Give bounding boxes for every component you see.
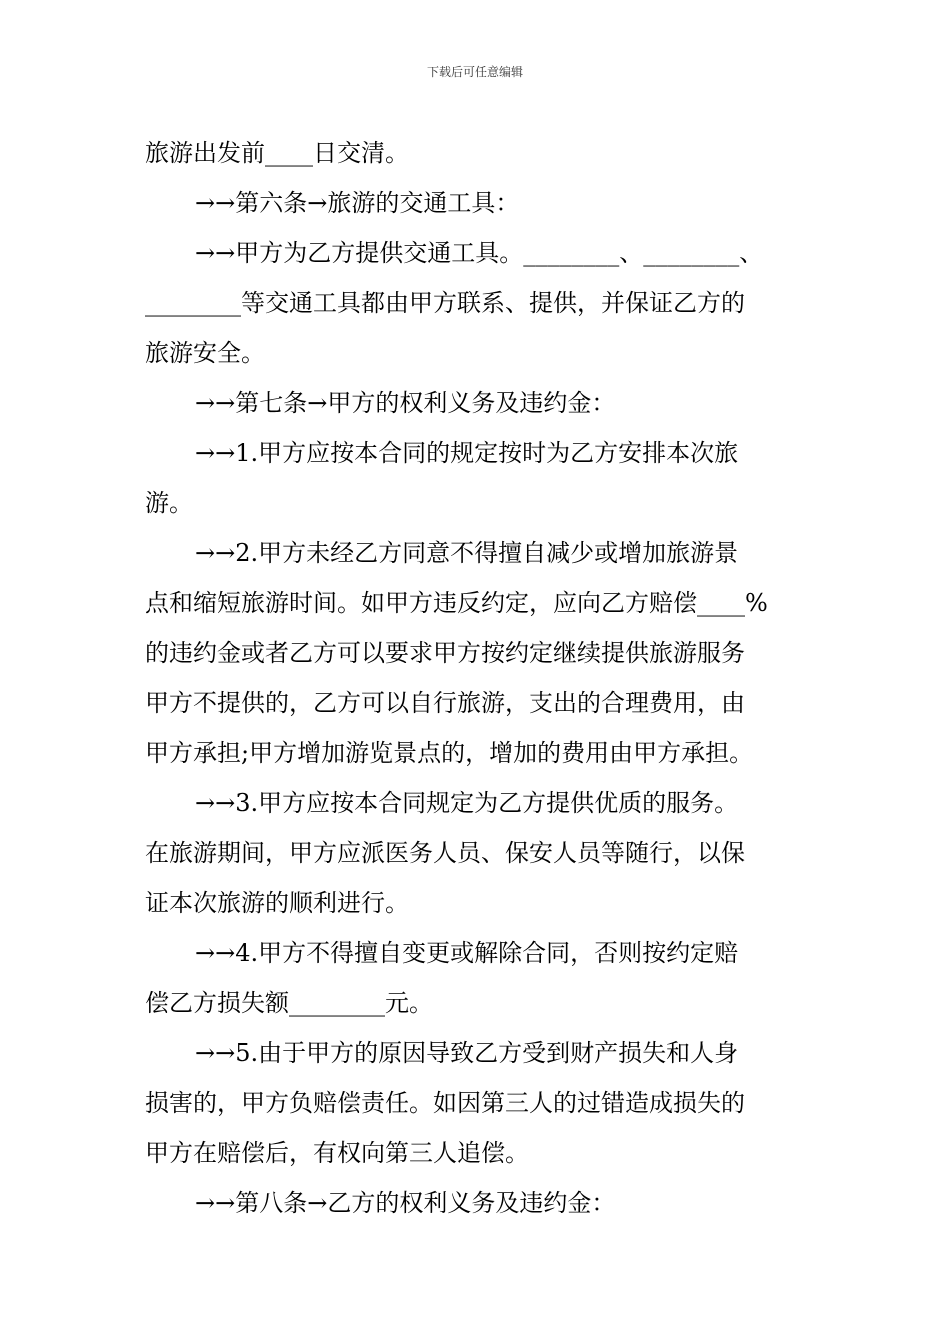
article-heading: →→第八条→乙方的权利义务及违约金： bbox=[195, 1189, 616, 1217]
paragraph-line: →→3.甲方应按本合同规定为乙方提供优质的服务。 bbox=[195, 789, 739, 817]
paragraph-line: →→甲方为乙方提供交通工具。________、________、 bbox=[195, 239, 764, 267]
paragraph-line: 在旅游期间，甲方应派医务人员、保安人员等随行，以保 bbox=[145, 839, 745, 867]
paragraph-line: 甲方不提供的，乙方可以自行旅游，支出的合理费用，由 bbox=[145, 689, 745, 717]
paragraph-line: →→2.甲方未经乙方同意不得擅自减少或增加旅游景 bbox=[195, 539, 739, 567]
paragraph-line: →→5.由于甲方的原因导致乙方受到财产损失和人身 bbox=[195, 1039, 739, 1067]
article-heading: →→第六条→旅游的交通工具： bbox=[195, 189, 520, 217]
paragraph-line: 甲方在赔偿后，有权向第三人追偿。 bbox=[145, 1139, 529, 1167]
document-body bbox=[145, 128, 817, 1228]
paragraph-line: 旅游出发前____日交清。 bbox=[145, 139, 409, 167]
paragraph-line: ________等交通工具都由甲方联系、提供，并保证乙方的 bbox=[145, 289, 745, 317]
paragraph-line: 偿乙方损失额________元。 bbox=[145, 989, 433, 1017]
paragraph-line: 的违约金或者乙方可以要求甲方按约定继续提供旅游服务 bbox=[145, 639, 745, 667]
page-header: 下载后可任意编辑 bbox=[426, 65, 523, 79]
paragraph-line: 甲方承担;甲方增加游览景点的，增加的费用由甲方承担。 bbox=[145, 739, 754, 767]
article-heading: →→第七条→甲方的权利义务及违约金： bbox=[195, 389, 616, 417]
paragraph-line: →→4.甲方不得擅自变更或解除合同，否则按约定赔 bbox=[195, 939, 739, 967]
paragraph-line: 旅游安全。 bbox=[145, 339, 265, 367]
paragraph-line: →→1.甲方应按本合同的规定按时为乙方安排本次旅 bbox=[195, 439, 739, 467]
paragraph-line: 损害的，甲方负赔偿责任。如因第三人的过错造成损失的 bbox=[145, 1089, 745, 1117]
paragraph-line: 游。 bbox=[145, 489, 193, 517]
paragraph-line: 点和缩短旅游时间。如甲方违反约定，应向乙方赔偿____% bbox=[145, 589, 768, 617]
paragraph-line: 证本次旅游的顺利进行。 bbox=[145, 889, 409, 917]
